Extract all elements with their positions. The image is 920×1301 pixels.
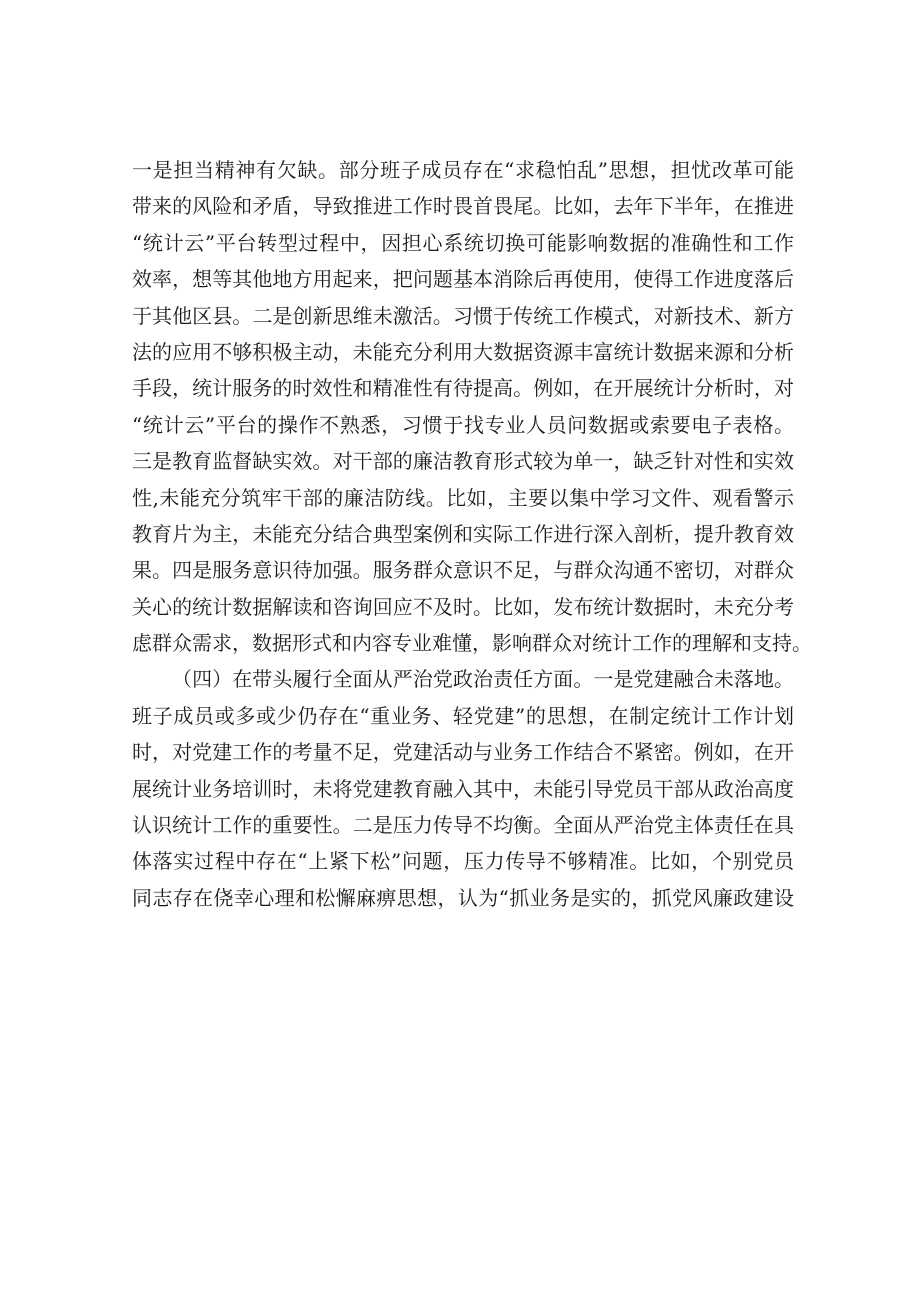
text-line: 于其他区县。二是创新思维未激活。习惯于传统工作模式，对新技术、新方 xyxy=(132,303,794,328)
text-line: 认识统计工作的重要性。二是压力传导不均衡。全面从严治党主体责任在具 xyxy=(132,813,794,838)
text-line: 手段，统计服务的时效性和精准性有待提高。例如，在开展统计分析时，对 xyxy=(132,376,794,401)
text-line: 性,未能充分筑牢干部的廉洁防线。比如，主要以集中学习文件、观看警示 xyxy=(132,485,794,510)
text-line: 展统计业务培训时，未将党建教育融入其中，未能引导党员干部从政治高度 xyxy=(132,776,794,801)
text-line: 班子成员或多或少仍存在“重业务、轻党建”的思想，在制定统计工作计划 xyxy=(132,703,794,728)
paragraph-2 xyxy=(132,661,794,916)
text-line: 效率，想等其他地方用起来，把问题基本消除后再使用，使得工作进度落后 xyxy=(132,267,794,292)
text-line: “统计云”平台的操作不熟悉，习惯于找专业人员问数据或索要电子表格。 xyxy=(132,412,794,437)
text-line: 教育片为主，未能充分结合典型案例和实际工作进行深入剖析，提升教育效 xyxy=(132,521,794,546)
text-line: 同志存在侥幸心理和松懈麻痹思想，认为“抓业务是实的，抓党风廉政建设 xyxy=(132,885,794,910)
text-line: 法的应用不够积极主动，未能充分利用大数据资源丰富统计数据来源和分析 xyxy=(132,339,794,364)
text-line: 三是教育监督缺实效。对干部的廉洁教育形式较为单一，缺乏针对性和实效 xyxy=(132,449,794,474)
section-heading-line: （四）在带头履行全面从严治党政治责任方面。一是党建融合未落地。 xyxy=(172,667,794,692)
text-line: 时，对党建工作的考量不足，党建活动与业务工作结合不紧密。例如，在开 xyxy=(132,740,794,765)
text-line: 一是担当精神有欠缺。部分班子成员存在“求稳怕乱”思想，担忧改革可能 xyxy=(132,158,794,182)
paragraph-1 xyxy=(132,152,812,661)
text-line: 关心的统计数据解读和咨询回应不及时。比如，发布统计数据时，未充分考 xyxy=(132,594,794,619)
document-body xyxy=(132,152,812,916)
text-line: 果。四是服务意识待加强。服务群众意识不足，与群众沟通不密切，对群众 xyxy=(132,558,794,583)
text-line: 带来的风险和矛盾，导致推进工作时畏首畏尾。比如，去年下半年，在推进 xyxy=(132,194,794,219)
text-line: 虑群众需求，数据形式和内容专业难懂，影响群众对统计工作的理解和支持。 xyxy=(132,631,812,656)
text-line: 体落实过程中存在“上紧下松”问题，压力传导不够精准。比如，个别党员 xyxy=(132,849,794,874)
text-line: “统计云”平台转型过程中，因担心系统切换可能影响数据的准确性和工作 xyxy=(132,230,794,255)
